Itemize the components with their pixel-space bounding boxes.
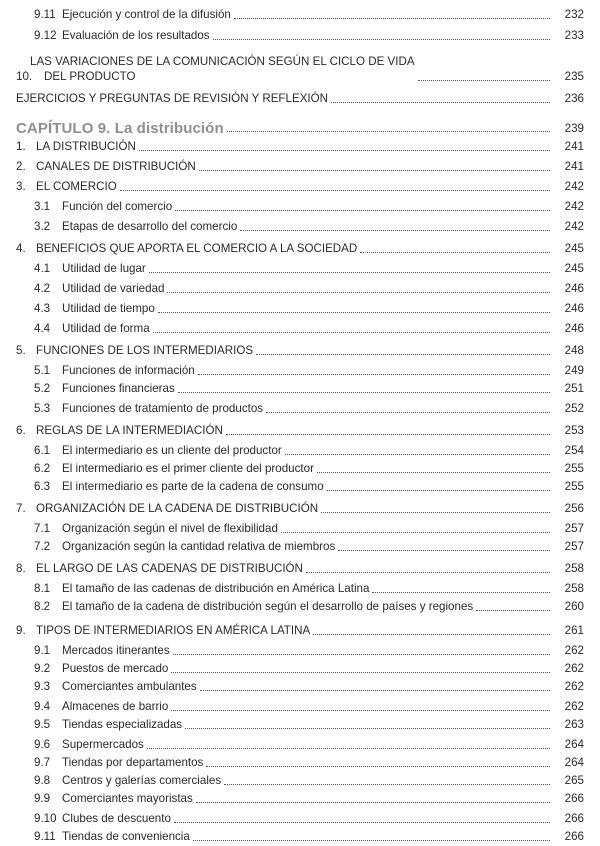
page-number: 263 [564, 718, 584, 731]
dot-leader [266, 412, 550, 413]
toc-entry [0, 498, 600, 516]
entry-title: Tiendas de conveniencia [62, 830, 190, 843]
page-number: 256 [564, 502, 584, 515]
toc-entry [0, 658, 600, 676]
entry-title: Puestos de mercado [62, 662, 169, 675]
page-number: 242 [564, 180, 584, 193]
entry-number: 9.4 [34, 700, 51, 713]
dot-leader [171, 710, 550, 711]
entry-number: 9.12 [34, 29, 57, 42]
entry-number: 9.11 [34, 8, 56, 21]
toc-entry [0, 196, 600, 214]
entry-title-line-1: LAS VARIACIONES DE LA COMUNICACIÓN SEGÚN EL CICLO DE VIDA [30, 55, 415, 68]
toc-entry [0, 788, 600, 806]
page-number: 258 [564, 582, 584, 595]
dot-leader [196, 802, 550, 803]
page-number: 245 [564, 242, 584, 255]
page-number: 257 [564, 540, 584, 553]
entry-number: 9.6 [34, 738, 51, 751]
dot-leader [338, 550, 550, 551]
toc-entry [0, 440, 600, 458]
toc-entry [0, 398, 600, 416]
entry-number: 6.1 [34, 444, 51, 457]
toc-entry [0, 238, 600, 256]
entry-title: EL COMERCIO [36, 180, 117, 193]
entry-number: 9.10 [34, 812, 57, 825]
dot-leader [224, 784, 550, 785]
toc-entry [0, 360, 600, 378]
page-number: 264 [564, 738, 584, 751]
entry-number: 6. [16, 424, 26, 437]
dot-leader [234, 18, 550, 19]
entry-number: 9.9 [34, 792, 51, 805]
entry-number: 9.8 [34, 774, 51, 787]
dot-leader [321, 512, 550, 513]
entry-number: 3.1 [34, 200, 51, 213]
entry-title: Mercados itinerantes [62, 644, 170, 657]
entry-title: Utilidad de tiempo [62, 302, 155, 315]
entry-title: El intermediario es un cliente del productor [62, 444, 282, 457]
entry-title: BENEFICIOS QUE APORTA EL COMERCIO A LA SOCIEDAD [36, 242, 358, 255]
dot-leader [178, 392, 550, 393]
entry-title: El intermediario es parte de la cadena de consumo [62, 480, 324, 493]
page-number: 262 [564, 644, 584, 657]
entry-number: 9.5 [34, 718, 51, 731]
dot-leader [173, 654, 550, 655]
entry-title: Tiendas por departamentos [62, 756, 204, 769]
page-number: 242 [564, 220, 584, 233]
dot-leader [167, 292, 550, 293]
entry-title: Funciones de información [62, 364, 195, 377]
entry-title: El intermediario es el primer cliente del productor [62, 462, 314, 475]
dot-leader [200, 690, 550, 691]
dot-leader [147, 748, 550, 749]
entry-number: 5.3 [34, 402, 51, 415]
entry-number: 7.2 [34, 540, 51, 553]
toc-entry [0, 714, 600, 732]
page-number: 254 [564, 444, 584, 457]
page-number: 266 [564, 812, 584, 825]
entry-number: 4.3 [34, 302, 51, 315]
entry-title: LA DISTRIBUCIÓN [36, 140, 136, 153]
page-number: 233 [564, 29, 584, 42]
entry-title: Tiendas especializadas [62, 718, 183, 731]
entry-number: 9.11 [34, 830, 56, 843]
entry-number: 4.1 [34, 262, 51, 275]
entry-number: 1. [16, 140, 26, 153]
page-number: 235 [564, 70, 584, 83]
toc-entry [0, 578, 600, 596]
entry-number: 5. [16, 344, 26, 357]
chapter-heading [0, 114, 600, 136]
page-number: 262 [564, 662, 584, 675]
page-number: 255 [564, 462, 584, 475]
entry-title: Organización según la cantidad relativa de miembros [62, 540, 336, 553]
dot-leader [199, 170, 550, 171]
toc-entry [0, 136, 600, 154]
page-number: 261 [564, 624, 584, 637]
toc-entry [0, 25, 600, 43]
toc-entry [0, 216, 600, 234]
entry-title: Funciones financieras [62, 382, 175, 395]
page-number: 232 [564, 8, 584, 21]
toc-entry [0, 808, 600, 826]
entry-title: Utilidad de forma [62, 322, 150, 335]
entry-title: Organización según el nivel de flexibilidad [62, 522, 278, 535]
entry-title: FUNCIONES DE LOS INTERMEDIARIOS [36, 344, 254, 357]
entry-title: Función del comercio [62, 200, 173, 213]
entry-number: 4. [16, 242, 26, 255]
entry-title [30, 54, 415, 84]
entry-title: Evaluación de los resultados [62, 29, 210, 42]
page-number: 236 [564, 92, 584, 105]
page-number: 266 [564, 792, 584, 805]
page-number: 258 [564, 562, 584, 575]
toc-entry [0, 420, 600, 438]
entry-title: Ejecución y control de la difusión [62, 8, 231, 21]
page-number: 242 [564, 200, 584, 213]
dot-leader [213, 39, 550, 40]
entry-number: 5.2 [34, 382, 51, 395]
entry-number: 6.2 [34, 462, 51, 475]
entry-title: Comerciantes mayoristas [62, 792, 193, 805]
entry-number: 3.2 [34, 220, 51, 233]
page-number: 241 [564, 160, 584, 173]
page-number: 252 [564, 402, 584, 415]
dot-leader [139, 150, 550, 151]
page-number: 239 [564, 122, 584, 135]
toc-entry [0, 156, 600, 174]
toc-entry [0, 458, 600, 476]
page-number: 265 [564, 774, 584, 787]
page-number: 262 [564, 680, 584, 693]
toc-entry [0, 518, 600, 536]
toc-entry [0, 298, 600, 316]
dot-leader [372, 592, 550, 593]
toc-entry [0, 50, 600, 84]
page-number: 257 [564, 522, 584, 535]
toc-entry [0, 378, 600, 396]
entry-number: 9. [16, 624, 26, 637]
toc-entry [0, 536, 600, 554]
entry-number: 8. [16, 562, 26, 575]
entry-title: REGLAS DE LA INTERMEDIACIÓN [36, 424, 223, 437]
toc-entry [0, 826, 600, 844]
dot-leader [317, 472, 550, 473]
entry-title: EL LARGO DE LAS CADENAS DE DISTRIBUCIÓN [36, 562, 303, 575]
page-number: 260 [564, 600, 584, 613]
page-number: 248 [564, 344, 584, 357]
page-number: 246 [564, 322, 584, 335]
page-number: 245 [564, 262, 584, 275]
toc-entry [0, 734, 600, 752]
dot-leader [149, 272, 550, 273]
dot-leader [331, 102, 550, 103]
dot-leader [185, 728, 550, 729]
entry-title: Comerciantes ambulantes [62, 680, 197, 693]
dot-leader [175, 210, 550, 211]
entry-number: 8.1 [34, 582, 51, 595]
entry-title: El tamaño de la cadena de distribución según el desarrollo de países y regiones [62, 600, 474, 613]
entry-title: Etapas de desarrollo del comercio [62, 220, 238, 233]
entry-title: TIPOS DE INTERMEDIARIOS EN AMÉRICA LATINA [36, 624, 311, 637]
toc-entry [0, 752, 600, 770]
dot-leader [327, 490, 550, 491]
entry-number: 9.7 [34, 756, 51, 769]
page-number: 255 [564, 480, 584, 493]
dot-leader [476, 610, 550, 611]
entry-title: Centros y galerías comerciales [62, 774, 222, 787]
entry-number: 9.2 [34, 662, 51, 675]
dot-leader [306, 572, 550, 573]
entry-title: Clubes de descuento [62, 812, 171, 825]
dot-leader [227, 131, 550, 132]
toc-entry [0, 676, 600, 694]
entry-title: CAPÍTULO 9. La distribución [16, 120, 224, 137]
page-number: 264 [564, 756, 584, 769]
dot-leader [240, 230, 550, 231]
entry-title: Funciones de tratamiento de productos [62, 402, 264, 415]
entry-number: 9.1 [34, 644, 51, 657]
toc-entry [0, 4, 600, 22]
toc-entry [0, 596, 600, 614]
entry-title: Utilidad de lugar [62, 262, 146, 275]
entry-number: 4.4 [34, 322, 51, 335]
dot-leader [281, 532, 550, 533]
toc-entry [0, 278, 600, 296]
page-number: 246 [564, 302, 584, 315]
entry-number: 6.3 [34, 480, 51, 493]
entry-number: 5.1 [34, 364, 51, 377]
dot-leader [153, 332, 550, 333]
page-number: 253 [564, 424, 584, 437]
toc-entry [0, 770, 600, 788]
dot-leader [158, 312, 550, 313]
entry-title: CANALES DE DISTRIBUCIÓN [36, 160, 196, 173]
entry-number: 9.3 [34, 680, 51, 693]
page-number: 249 [564, 364, 584, 377]
toc-entry [0, 476, 600, 494]
dot-leader [171, 672, 550, 673]
toc-entry [0, 88, 600, 106]
toc-entry [0, 558, 600, 576]
dot-leader [120, 190, 550, 191]
entry-number: 4.2 [34, 282, 51, 295]
entry-title: ORGANIZACIÓN DE LA CADENA DE DISTRIBUCIÓN [36, 502, 319, 515]
dot-leader [360, 252, 550, 253]
entry-number: 2. [16, 160, 26, 173]
entry-title: Almacenes de barrio [62, 700, 169, 713]
toc-entry [0, 176, 600, 194]
dot-leader [193, 840, 550, 841]
dot-leader [313, 634, 550, 635]
entry-number: 7. [16, 502, 26, 515]
entry-title: Supermercados [62, 738, 144, 751]
dot-leader [174, 822, 550, 823]
entry-number: 7.1 [34, 522, 51, 535]
toc-entry [0, 696, 600, 714]
dot-leader [198, 374, 550, 375]
entry-title: Utilidad de variedad [62, 282, 165, 295]
toc-entry [0, 258, 600, 276]
page-number: 246 [564, 282, 584, 295]
entry-title-line-2: DEL PRODUCTO [44, 70, 136, 83]
page-number: 241 [564, 140, 584, 153]
entry-number: 8.2 [34, 600, 51, 613]
entry-title: EJERCICIOS Y PREGUNTAS DE REVISIÓN Y REFLEXIÓN [16, 92, 329, 105]
dot-leader [418, 80, 550, 81]
page-number: 266 [564, 830, 584, 843]
toc-entry [0, 340, 600, 358]
dot-leader [285, 454, 550, 455]
dot-leader [256, 354, 550, 355]
entry-number: 3. [16, 180, 26, 193]
toc-entry [0, 640, 600, 658]
page-number: 262 [564, 700, 584, 713]
toc-entry [0, 318, 600, 336]
entry-number: 10. [16, 70, 33, 83]
toc-entry [0, 620, 600, 638]
entry-title: El tamaño de las cadenas de distribución en América Latina [62, 582, 370, 595]
dot-leader [226, 434, 550, 435]
page-number: 251 [564, 382, 584, 395]
dot-leader [206, 766, 550, 767]
